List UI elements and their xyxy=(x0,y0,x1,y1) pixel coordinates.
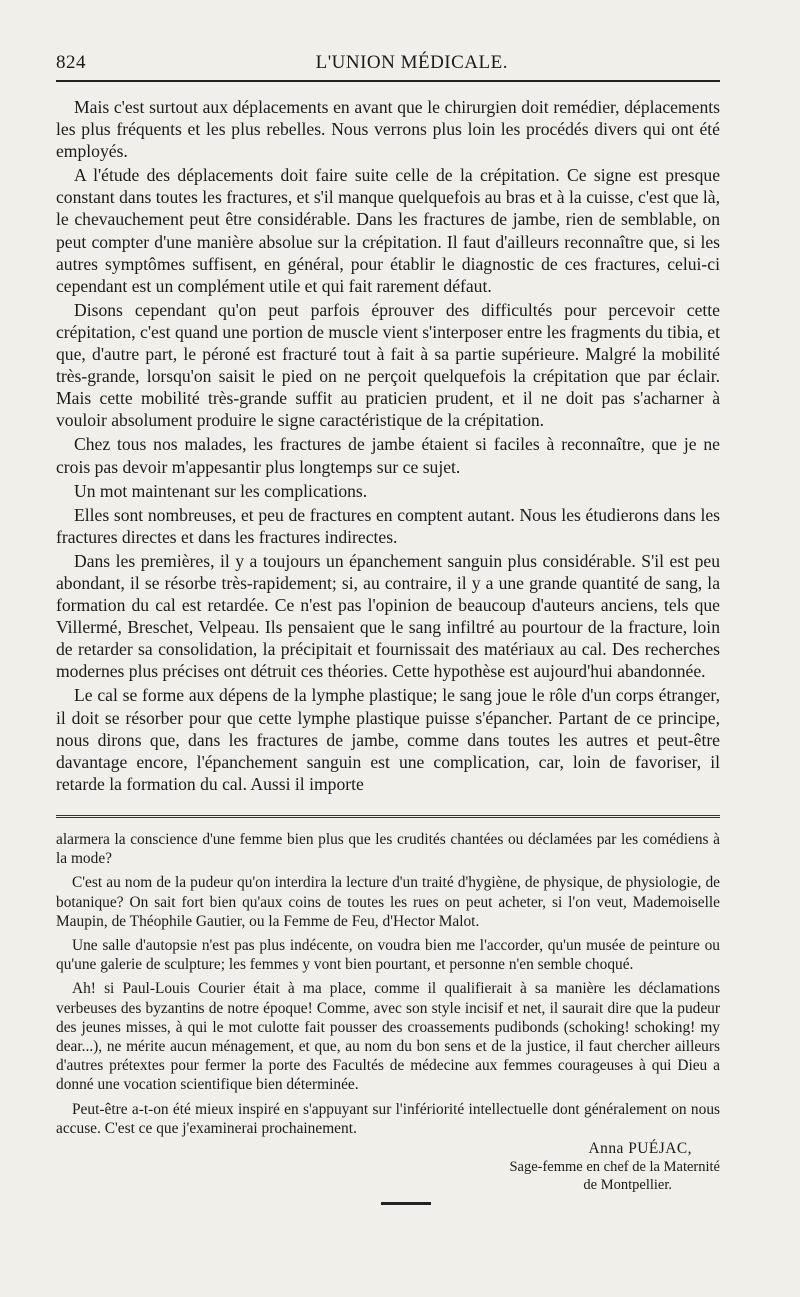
signature-block xyxy=(56,1140,720,1194)
body-paragraph: Elles sont nombreuses, et peu de fractures en comptent autant. Nous les étudierons dans les fractures directes et dans les fractures indirectes. xyxy=(56,504,720,547)
body-paragraph: A l'étude des déplacements doit faire suite celle de la crépitation. Ce signe est presque constant dans toutes les fractures, et s'il manque quelquefois au bras et à la cuisse, c'est que là, le chevauchement peut être considérable. Dans les fractures de jambe, rien de semblable, on peut compter d'une manière absolue sur la crépitation. Il faut d'ailleurs reconnaître que, si les autres symptômes suffisent, en général, pour établir le diagnostic de ces fractures, celui-ci cependant est un complément utile et qui fait rarement défaut. xyxy=(56,165,720,296)
main-text xyxy=(56,96,720,795)
page-header xyxy=(56,52,720,80)
feuilleton-text xyxy=(56,830,720,1138)
header-rule xyxy=(56,80,720,82)
body-paragraph: Un mot maintenant sur les complications. xyxy=(74,480,368,501)
body-paragraph: Disons cependant qu'on peut parfois éprouver des difficultés pour percevoir cette crépitation, c'est quand une portion de muscle vient s'interposer entre les fragments du tibia, et que, d'autre part, le péroné est fracturé tout à fait à sa partie supérieure. Malgré la mobilité très-grande, lorsqu'on saisit le pied on ne perçoit quelquefois la crépitation que par éclair. Mais cette mobilité très-grande suffit au praticien prudent, et il ne doit pas s'acharner à vouloir absolument produire le signe caractéristique de la crépitation. xyxy=(56,299,720,431)
signature-role: Sage-femme en chef de la Maternité xyxy=(509,1158,720,1175)
feuilleton-paragraph: Ah! si Paul-Louis Courier était à ma place, comme il qualifierait à sa manière les déclamations verbeuses des byzantins de notre époque! Comme, avec son style incisif et net, il saurait dire que la pudeur des jeunes misses, à qui le mot culotte fait pousser des croassements pudibonds (schoking! schoking! my dear...), ne mérite aucun ménagement, et que, au nom du bon sens et de la justice, il faut chercher ailleurs d'autres prétextes pour fermer la porte des Facultés de médecine aux femmes courageuses à qui Dieu a donné une vocation scientifique bien déterminée. xyxy=(56,980,720,1094)
signature-place: de Montpellier. xyxy=(583,1176,672,1193)
body-paragraph: Chez tous nos malades, les fractures de jambe étaient si faciles à reconnaître, que je ne crois pas devoir m'appesantir plus longtemps sur ce sujet. xyxy=(56,434,720,477)
feuilleton-paragraph: Une salle d'autopsie n'est pas plus indécente, on voudra bien me l'accorder, qu'un musée de peinture ou qu'une galerie de sculpture; les femmes y vont bien pourtant, et personne n'en semble choqué. xyxy=(56,936,720,974)
signature-name: Anna PUÉJAC, xyxy=(588,1139,692,1157)
page-number: 824 xyxy=(56,52,86,73)
feuilleton-paragraph: Peut-être a-t-on été mieux inspiré en s'appuyant sur l'infériorité intellectuelle dont généralement on nous accuse. C'est ce que j'examinerai prochainement. xyxy=(56,1100,720,1137)
body-paragraph: Dans les premières, il y a toujours un épanchement sanguin plus considérable. S'il est peu abondant, il se résorbe très-rapidement; si, au contraire, il y a une grande quantité de sang, la formation du cal est retardée. Ce n'est pas l'opinion de beaucoup d'auteurs anciens, tels que Villermé, Breschet, Velpeau. Ils pensaient que le sang infiltré au pourtour de la fracture, loin de retarder sa consolidation, la précipitait et fournissait des matériaux au cal. Des recherches modernes plus précises ont détruit ces théories. Cette hypothèse est aujourd'hui abandonnée. xyxy=(56,550,720,682)
footnote-separator xyxy=(56,815,720,820)
feuilleton-paragraph: alarmera la conscience d'une femme bien plus que les crudités chantées ou déclamées par les comédiens à la mode? xyxy=(56,830,720,868)
end-rule xyxy=(381,1202,431,1205)
running-title: L'UNION MÉDICALE. xyxy=(315,52,508,73)
feuilleton-paragraph: C'est au nom de la pudeur qu'on interdira la lecture d'un traité d'hygiène, de physique, de physiologie, de botanique? On sait fort bien qu'aux coins de toutes les rues on peut acheter, si l'on veut, Mademoiselle Maupin, de Théophile Gautier, ou la Femme de Feu, d'Hector Malot. xyxy=(56,874,720,930)
body-paragraph: Le cal se forme aux dépens de la lymphe plastique; le sang joue le rôle d'un corps étranger, il doit se résorber pour que cette lymphe plastique puisse s'épancher. Partant de ce principe, nous dirons que, dans les fractures de jambe, comme dans toutes les autres et peut-être davantage encore, l'épanchement sanguin est une complication, car, loin de favoriser, il retarde la formation du cal. Aussi il importe xyxy=(56,685,720,794)
body-paragraph: Mais c'est surtout aux déplacements en avant que le chirurgien doit remédier, déplacements les plus fréquents et les plus rebelles. Nous verrons plus loin les procédés divers qui ont été employés. xyxy=(56,97,720,162)
